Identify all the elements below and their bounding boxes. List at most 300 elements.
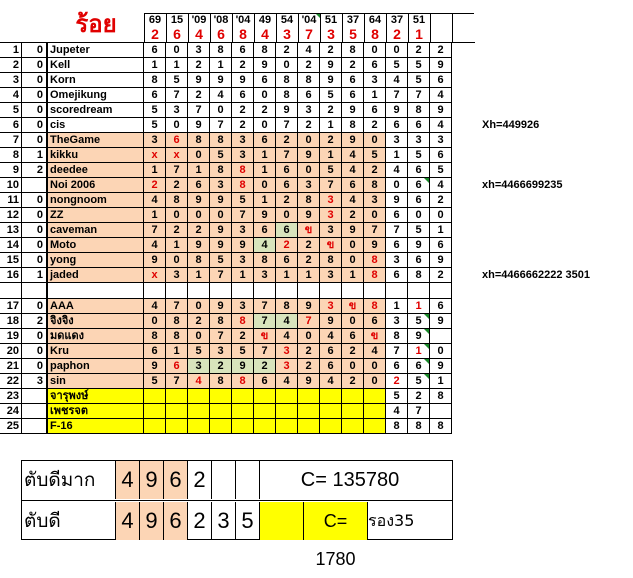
value-cell[interactable]: 0 [254, 178, 276, 193]
value-cell[interactable]: 4 [254, 238, 276, 253]
value-cell[interactable] [342, 419, 364, 434]
player-name[interactable]: nongnoom [47, 193, 144, 208]
value-cell[interactable] [232, 419, 254, 434]
row-number[interactable] [0, 283, 22, 299]
row-number[interactable]: 24 [0, 404, 22, 419]
value-cell[interactable]: 9 [430, 58, 452, 73]
value-cell[interactable]: 0 [298, 329, 320, 344]
value-cell[interactable]: 4 [364, 344, 386, 359]
value-cell[interactable]: 8 [210, 314, 232, 329]
value-cell[interactable]: 1 [254, 148, 276, 163]
value-cell[interactable]: 2 [298, 118, 320, 133]
value-cell[interactable]: 1 [166, 344, 188, 359]
row-number[interactable]: 4 [0, 88, 22, 103]
value-cell[interactable]: 6 [342, 329, 364, 344]
value-cell[interactable]: 9 [210, 223, 232, 238]
value-cell[interactable]: 8 [144, 329, 166, 344]
score-cell[interactable]: 0 [22, 208, 47, 223]
value-cell[interactable] [276, 404, 298, 419]
value-cell[interactable]: 9 [276, 103, 298, 118]
value-cell[interactable]: 6 [386, 359, 408, 374]
value-cell[interactable]: 4 [276, 314, 298, 329]
value-cell[interactable]: 7 [166, 163, 188, 178]
value-cell[interactable]: 2 [232, 103, 254, 118]
value-cell[interactable] [298, 389, 320, 404]
value-cell[interactable]: 4 [430, 88, 452, 103]
player-name[interactable]: มดแดง [47, 329, 144, 344]
value-cell[interactable]: 8 [166, 329, 188, 344]
value-cell[interactable]: 1 [298, 268, 320, 283]
value-cell[interactable]: 8 [166, 314, 188, 329]
value-cell[interactable]: 0 [364, 208, 386, 223]
value-cell[interactable]: 0 [298, 133, 320, 148]
value-cell[interactable]: 6 [364, 58, 386, 73]
value-cell[interactable]: 5 [408, 223, 430, 238]
value-cell[interactable]: 4 [276, 329, 298, 344]
row-number[interactable]: 11 [0, 193, 22, 208]
value-cell[interactable]: ข [320, 238, 342, 253]
value-cell[interactable]: 6 [342, 73, 364, 88]
value-cell[interactable]: 9 [298, 374, 320, 389]
value-cell[interactable]: 3 [430, 133, 452, 148]
player-name[interactable]: caveman [47, 223, 144, 238]
value-cell[interactable]: 4 [320, 329, 342, 344]
score-cell[interactable]: 0 [22, 73, 47, 88]
player-name[interactable]: Noi 2006 [47, 178, 144, 193]
value-cell[interactable]: 7 [254, 314, 276, 329]
value-cell[interactable] [342, 389, 364, 404]
summary-digit[interactable]: 6 [164, 461, 188, 499]
value-cell[interactable]: 9 [210, 299, 232, 314]
value-cell[interactable]: 4 [386, 73, 408, 88]
value-cell[interactable]: 7 [210, 118, 232, 133]
value-cell[interactable]: 3 [386, 133, 408, 148]
value-cell[interactable] [430, 283, 452, 299]
value-cell[interactable]: 9 [232, 238, 254, 253]
player-name[interactable]: yong [47, 253, 144, 268]
value-cell[interactable]: 2 [342, 208, 364, 223]
value-cell[interactable]: 5 [386, 389, 408, 404]
value-cell[interactable] [342, 404, 364, 419]
value-cell[interactable] [364, 419, 386, 434]
value-cell[interactable]: 2 [276, 193, 298, 208]
player-name[interactable]: jaded [47, 268, 144, 283]
value-cell[interactable]: 2 [408, 43, 430, 58]
value-cell[interactable]: 2 [320, 43, 342, 58]
player-name[interactable]: scoredream [47, 103, 144, 118]
value-cell[interactable]: 3 [298, 178, 320, 193]
value-cell[interactable]: 2 [232, 329, 254, 344]
row-number[interactable]: 20 [0, 344, 22, 359]
value-cell[interactable]: 2 [188, 58, 210, 73]
value-cell[interactable] [364, 283, 386, 299]
value-cell[interactable]: 0 [166, 253, 188, 268]
value-cell[interactable]: 2 [298, 344, 320, 359]
player-name[interactable]: Moto [47, 238, 144, 253]
value-cell[interactable]: 1 [144, 58, 166, 73]
value-cell[interactable]: 2 [276, 133, 298, 148]
value-cell[interactable]: 7 [276, 148, 298, 163]
value-cell[interactable]: 8 [254, 43, 276, 58]
row-number[interactable]: 14 [0, 238, 22, 253]
value-cell[interactable]: 1 [254, 163, 276, 178]
row-number[interactable]: 15 [0, 253, 22, 268]
value-cell[interactable] [276, 283, 298, 299]
value-cell[interactable]: ข [298, 223, 320, 238]
value-cell[interactable]: 8 [430, 419, 452, 434]
player-name[interactable]: AAA [47, 299, 144, 314]
value-cell[interactable]: 0 [254, 88, 276, 103]
player-name[interactable]: F-16 [47, 419, 144, 434]
value-cell[interactable]: 1 [386, 299, 408, 314]
value-cell[interactable]: 1 [386, 148, 408, 163]
score-cell[interactable] [22, 419, 47, 434]
score-cell[interactable]: 3 [22, 374, 47, 389]
value-cell[interactable]: 6 [386, 238, 408, 253]
score-cell[interactable]: 0 [22, 238, 47, 253]
score-cell[interactable]: 0 [22, 223, 47, 238]
value-cell[interactable]: 6 [430, 299, 452, 314]
score-cell[interactable] [22, 404, 47, 419]
value-cell[interactable]: 6 [320, 344, 342, 359]
value-cell[interactable]: 9 [188, 73, 210, 88]
value-cell[interactable]: 4 [320, 374, 342, 389]
value-cell[interactable]: 5 [144, 374, 166, 389]
value-cell[interactable]: 2 [166, 178, 188, 193]
value-cell[interactable]: 7 [188, 103, 210, 118]
value-cell[interactable]: 5 [408, 314, 430, 329]
value-cell[interactable]: 9 [320, 58, 342, 73]
value-cell[interactable]: 2 [188, 314, 210, 329]
value-cell[interactable]: 8 [342, 43, 364, 58]
value-cell[interactable]: 2 [342, 344, 364, 359]
value-cell[interactable] [342, 283, 364, 299]
score-cell[interactable]: 0 [22, 103, 47, 118]
value-cell[interactable]: 2 [342, 58, 364, 73]
value-cell[interactable]: 3 [320, 223, 342, 238]
value-cell[interactable]: 0 [188, 208, 210, 223]
row-number[interactable]: 12 [0, 208, 22, 223]
value-cell[interactable]: 9 [298, 148, 320, 163]
summary-digit[interactable] [212, 461, 236, 499]
value-cell[interactable]: 6 [364, 314, 386, 329]
value-cell[interactable]: 9 [254, 58, 276, 73]
value-cell[interactable]: 0 [210, 103, 232, 118]
value-cell[interactable]: 4 [276, 374, 298, 389]
score-cell[interactable]: 0 [22, 58, 47, 73]
value-cell[interactable] [298, 283, 320, 299]
row-number[interactable]: 19 [0, 329, 22, 344]
value-cell[interactable]: 9 [188, 118, 210, 133]
value-cell[interactable] [144, 283, 166, 299]
value-cell[interactable]: 3 [166, 268, 188, 283]
value-cell[interactable]: 7 [210, 268, 232, 283]
value-cell[interactable]: 7 [254, 344, 276, 359]
value-cell[interactable]: 1 [430, 223, 452, 238]
value-cell[interactable]: 6 [320, 359, 342, 374]
value-cell[interactable] [144, 419, 166, 434]
summary-digit[interactable]: 9 [140, 461, 164, 499]
value-cell[interactable]: 9 [386, 193, 408, 208]
value-cell[interactable]: 7 [232, 208, 254, 223]
value-cell[interactable]: 5 [320, 88, 342, 103]
value-cell[interactable]: 8 [408, 268, 430, 283]
score-cell[interactable]: 0 [22, 43, 47, 58]
value-cell[interactable]: 9 [342, 133, 364, 148]
value-cell[interactable] [320, 404, 342, 419]
value-cell[interactable]: 0 [166, 118, 188, 133]
value-cell[interactable] [364, 389, 386, 404]
value-cell[interactable]: 9 [144, 359, 166, 374]
value-cell[interactable] [188, 419, 210, 434]
row-number[interactable]: 17 [0, 299, 22, 314]
value-cell[interactable]: 4 [144, 193, 166, 208]
row-number[interactable]: 16 [0, 268, 22, 283]
value-cell[interactable]: 2 [188, 223, 210, 238]
summary-label[interactable]: ตับดี [22, 502, 116, 540]
value-cell[interactable]: 5 [320, 163, 342, 178]
value-cell[interactable]: 6 [254, 133, 276, 148]
value-cell[interactable]: 0 [364, 374, 386, 389]
value-cell[interactable] [254, 389, 276, 404]
value-cell[interactable]: 8 [210, 43, 232, 58]
value-cell[interactable] [210, 283, 232, 299]
value-cell[interactable]: 5 [144, 118, 166, 133]
value-cell[interactable]: 5 [364, 148, 386, 163]
value-cell[interactable] [386, 283, 408, 299]
value-cell[interactable]: x [144, 148, 166, 163]
value-cell[interactable]: 2 [232, 118, 254, 133]
value-cell[interactable]: 0 [188, 148, 210, 163]
value-cell[interactable]: 1 [188, 268, 210, 283]
value-cell[interactable]: 7 [144, 223, 166, 238]
value-cell[interactable]: 2 [298, 238, 320, 253]
value-cell[interactable] [188, 283, 210, 299]
value-cell[interactable] [254, 283, 276, 299]
value-cell[interactable]: 8 [210, 133, 232, 148]
value-cell[interactable]: 1 [166, 238, 188, 253]
row-number[interactable]: 21 [0, 359, 22, 374]
value-cell[interactable] [320, 419, 342, 434]
value-cell[interactable]: 6 [364, 103, 386, 118]
value-cell[interactable]: 6 [386, 208, 408, 223]
player-name[interactable]: Kell [47, 58, 144, 73]
value-cell[interactable]: 3 [298, 103, 320, 118]
value-cell[interactable]: 4 [144, 238, 166, 253]
value-cell[interactable]: 9 [210, 238, 232, 253]
value-cell[interactable]: 9 [342, 103, 364, 118]
value-cell[interactable]: 8 [188, 253, 210, 268]
value-cell[interactable] [232, 283, 254, 299]
value-cell[interactable]: 3 [386, 253, 408, 268]
value-cell[interactable]: 0 [342, 314, 364, 329]
value-cell[interactable]: 0 [276, 208, 298, 223]
value-cell[interactable]: 8 [342, 118, 364, 133]
score-cell[interactable]: 1 [22, 268, 47, 283]
value-cell[interactable]: 3 [386, 314, 408, 329]
value-cell[interactable]: 9 [298, 208, 320, 223]
value-cell[interactable]: 4 [188, 374, 210, 389]
player-name[interactable]: จารุพงษ์ [47, 389, 144, 404]
value-cell[interactable] [430, 404, 452, 419]
value-cell[interactable]: 3 [210, 344, 232, 359]
value-cell[interactable]: 8 [232, 163, 254, 178]
summary-label[interactable]: ตับดีมาก [22, 461, 116, 499]
score-cell[interactable]: 0 [22, 359, 47, 374]
value-cell[interactable]: 2 [386, 374, 408, 389]
value-cell[interactable]: 1 [210, 58, 232, 73]
value-cell[interactable]: 3 [144, 133, 166, 148]
value-cell[interactable]: 3 [232, 133, 254, 148]
value-cell[interactable]: 4 [210, 88, 232, 103]
value-cell[interactable]: 6 [408, 163, 430, 178]
score-cell[interactable]: 1 [22, 148, 47, 163]
summary-digit[interactable]: 4 [116, 461, 140, 499]
value-cell[interactable]: 7 [408, 88, 430, 103]
value-cell[interactable]: 6 [342, 178, 364, 193]
value-cell[interactable]: 8 [364, 178, 386, 193]
value-cell[interactable]: 9 [408, 238, 430, 253]
value-cell[interactable]: 8 [254, 253, 276, 268]
score-cell[interactable] [22, 389, 47, 404]
value-cell[interactable]: 0 [430, 208, 452, 223]
value-cell[interactable]: 4 [386, 163, 408, 178]
row-number[interactable]: 18 [0, 314, 22, 329]
value-cell[interactable]: 7 [166, 374, 188, 389]
value-cell[interactable]: 6 [430, 73, 452, 88]
value-cell[interactable]: 9 [232, 359, 254, 374]
value-cell[interactable]: 5 [408, 58, 430, 73]
value-cell[interactable]: 2 [144, 178, 166, 193]
value-cell[interactable]: 6 [408, 359, 430, 374]
score-cell[interactable]: 0 [22, 193, 47, 208]
value-cell[interactable]: 9 [430, 253, 452, 268]
summary-digit[interactable]: 9 [140, 502, 164, 540]
value-cell[interactable]: 3 [232, 148, 254, 163]
value-cell[interactable]: 6 [276, 163, 298, 178]
value-cell[interactable]: 2 [276, 43, 298, 58]
value-cell[interactable] [188, 389, 210, 404]
value-cell[interactable]: 4 [430, 118, 452, 133]
score-cell[interactable]: 2 [22, 314, 47, 329]
score-cell[interactable]: 0 [22, 253, 47, 268]
value-cell[interactable]: 5 [210, 253, 232, 268]
value-cell[interactable]: 9 [320, 314, 342, 329]
value-cell[interactable]: 3 [232, 253, 254, 268]
value-cell[interactable] [298, 419, 320, 434]
value-cell[interactable]: 6 [232, 88, 254, 103]
value-cell[interactable]: 0 [188, 329, 210, 344]
value-cell[interactable]: 8 [276, 88, 298, 103]
value-cell[interactable]: 8 [298, 73, 320, 88]
summary-spacer[interactable] [260, 502, 304, 540]
value-cell[interactable]: 6 [254, 374, 276, 389]
player-name[interactable]: Omejikung [47, 88, 144, 103]
summary-digit[interactable]: 6 [164, 502, 188, 540]
value-cell[interactable]: 9 [430, 359, 452, 374]
value-cell[interactable]: 9 [342, 223, 364, 238]
value-cell[interactable]: 7 [320, 178, 342, 193]
value-cell[interactable]: 5 [386, 58, 408, 73]
value-cell[interactable]: 6 [298, 88, 320, 103]
value-cell[interactable]: 1 [188, 163, 210, 178]
value-cell[interactable]: 6 [254, 73, 276, 88]
summary-digit[interactable]: 2 [188, 461, 212, 499]
player-name[interactable]: kikku [47, 148, 144, 163]
summary-digit[interactable]: 4 [116, 502, 140, 540]
score-cell[interactable]: 0 [22, 344, 47, 359]
value-cell[interactable]: 2 [232, 58, 254, 73]
value-cell[interactable] [232, 404, 254, 419]
value-cell[interactable]: 7 [386, 344, 408, 359]
value-cell[interactable] [254, 419, 276, 434]
row-number[interactable]: 22 [0, 374, 22, 389]
value-cell[interactable]: 6 [166, 359, 188, 374]
value-cell[interactable] [364, 404, 386, 419]
value-cell[interactable]: 6 [408, 178, 430, 193]
value-cell[interactable]: 2 [342, 374, 364, 389]
value-cell[interactable]: 1 [232, 268, 254, 283]
value-cell[interactable]: 7 [210, 329, 232, 344]
value-cell[interactable]: 6 [144, 88, 166, 103]
value-cell[interactable]: 2 [210, 359, 232, 374]
value-cell[interactable]: 0 [342, 253, 364, 268]
value-cell[interactable] [298, 404, 320, 419]
summary-note[interactable]: รอง35 [368, 511, 415, 530]
value-cell[interactable]: 8 [364, 299, 386, 314]
value-cell[interactable]: 0 [298, 163, 320, 178]
value-cell[interactable]: 6 [276, 253, 298, 268]
value-cell[interactable]: 2 [298, 359, 320, 374]
value-cell[interactable]: 8 [276, 299, 298, 314]
value-cell[interactable]: 3 [320, 208, 342, 223]
value-cell[interactable]: 4 [430, 178, 452, 193]
player-name[interactable]: sin [47, 374, 144, 389]
value-cell[interactable]: 1 [166, 58, 188, 73]
summary-formula[interactable]: C= 1780 [304, 502, 368, 540]
value-cell[interactable] [232, 389, 254, 404]
player-name[interactable]: cis [47, 118, 144, 133]
value-cell[interactable]: 8 [364, 253, 386, 268]
player-name[interactable]: Korn [47, 73, 144, 88]
value-cell[interactable]: 9 [188, 193, 210, 208]
row-number[interactable]: 10 [0, 178, 22, 193]
value-cell[interactable]: 3 [364, 193, 386, 208]
value-cell[interactable]: 6 [408, 253, 430, 268]
value-cell[interactable]: 6 [232, 43, 254, 58]
row-number[interactable]: 1 [0, 43, 22, 58]
value-cell[interactable] [276, 419, 298, 434]
value-cell[interactable]: 0 [364, 133, 386, 148]
value-cell[interactable]: 6 [408, 118, 430, 133]
value-cell[interactable]: 1 [430, 374, 452, 389]
value-cell[interactable]: 6 [386, 118, 408, 133]
value-cell[interactable]: 1 [144, 208, 166, 223]
value-cell[interactable] [430, 329, 452, 344]
value-cell[interactable]: 8 [430, 389, 452, 404]
value-cell[interactable]: 6 [144, 43, 166, 58]
value-cell[interactable]: 8 [364, 268, 386, 283]
value-cell[interactable]: 5 [408, 148, 430, 163]
value-cell[interactable]: 1 [320, 118, 342, 133]
value-cell[interactable]: ข [342, 299, 364, 314]
value-cell[interactable]: 9 [386, 103, 408, 118]
value-cell[interactable]: 2 [298, 58, 320, 73]
value-cell[interactable]: 2 [166, 223, 188, 238]
value-cell[interactable]: 9 [320, 73, 342, 88]
value-cell[interactable]: 3 [276, 344, 298, 359]
value-cell[interactable]: 2 [320, 133, 342, 148]
